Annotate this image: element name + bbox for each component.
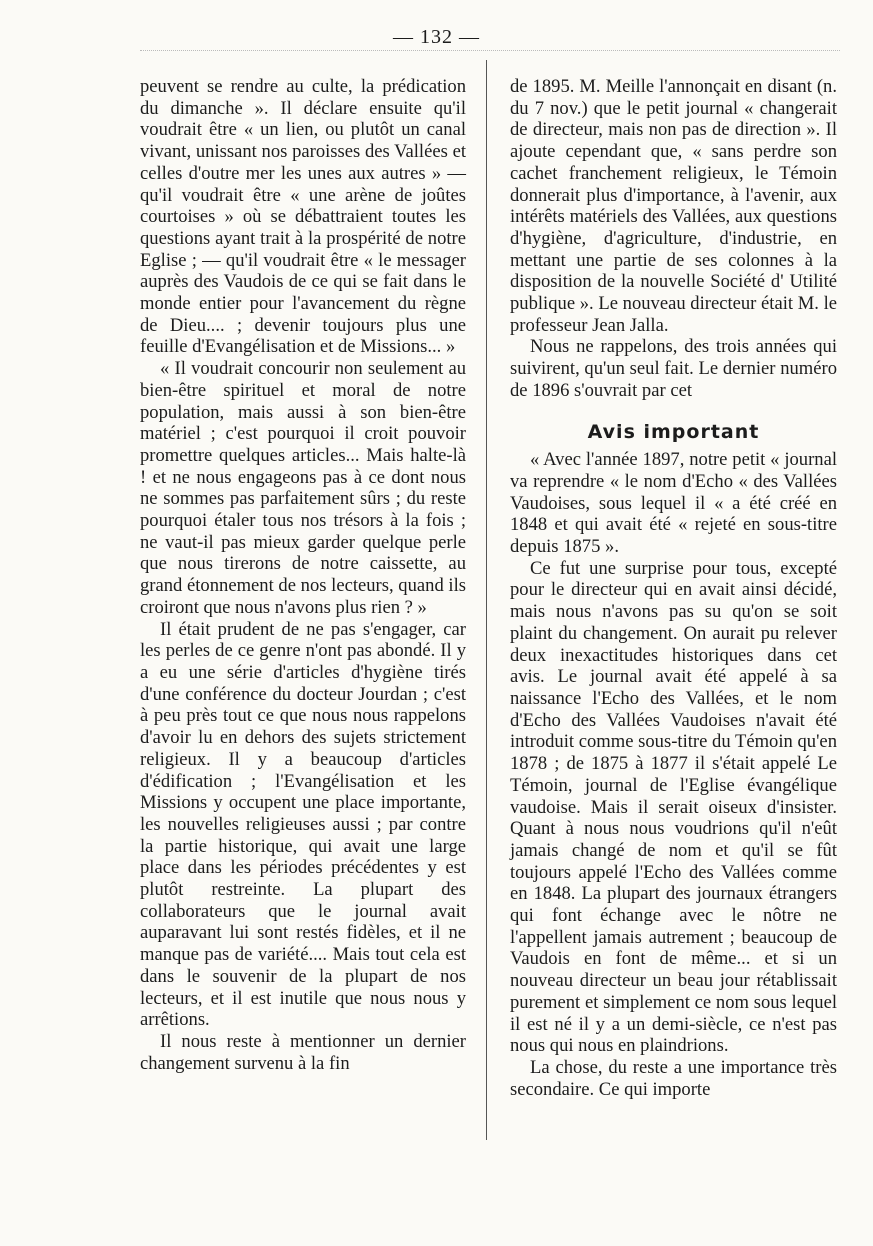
page-number: — 132 —: [393, 26, 480, 48]
paragraph: La chose, du reste a une importance très secondaire. Ce qui importe: [510, 1056, 837, 1100]
paragraph: Il nous reste à mentionner un dernier changement survenu à la fin: [140, 1030, 466, 1074]
right-column: [510, 76, 837, 1100]
paragraph: peuvent se rendre au culte, la prédication du dimanche ». Il déclare ensuite qu'il voudrait être « un lien, ou plutôt un canal vivant, unissant nos paroisses des Vallées et celles d'outre mer les unes aux autres » — qu'il voudrait être « une arène de joûtes courtoises » où se débattraient toutes les questions ayant trait à la prospérité de notre Eglise ; — qu'il voudrait être « le messager auprès des Vaudois de ce qui se fait dans le monde entier pour l'avancement du règne de Dieu.... ; devenir toujours plus une feuille d'Evangélisation et de Missions... »: [140, 76, 466, 358]
paragraph: Il était prudent de ne pas s'engager, car les perles de ce genre n'ont pas abondé. Il y a eu une série d'articles d'hygiène tirés d'une conférence du docteur Jourdan ; c'est à peu près tout ce que nous nous rappelons d'avoir lu en dehors des sujets strictement religieux. Il y a beaucoup d'articles d'édification ; l'Evangélisation et les Missions y occupent une place importante, les nouvelles religieuses aussi ; par contre la partie historique, qui avait une large place dans les périodes précédentes y est plutôt restreinte. La plupart des collaborateurs que le journal avait auparavant lui sont restés fidèles, et il ne manque pas de variété.... Mais tout cela est dans le souvenir de la plupart de nos lecteurs, et il est inutile que nous nous y arrêtions.: [140, 618, 466, 1031]
paragraph: « Avec l'année 1897, notre petit « journal va reprendre « le nom d'Echo « des Vallées Vaudoises, sous lequel il « a été créé en 1848 et qui avait été « rejeté en sous-titre depuis 1875 ».: [510, 449, 837, 558]
paragraph: « Il voudrait concourir non seulement au bien-être spirituel et moral de notre population, mais aussi à son bien-être matériel ; c'est pourquoi il croit pouvoir promettre quelques articles... Mais halte-là ! et ne nous engageons pas à ce dont nous ne sommes pas parfaitement sûrs ; du reste pourquoi étaler tous nos trésors à la fois ; ne vaut-il pas mieux garder quelque perle que nous tirerons de notre caissette, au grand étonnement de nos lecteurs, quand ils croiront que nous n'avons plus rien ? »: [140, 358, 466, 618]
paragraph: de 1895. M. Meille l'annonçait en disant (n. du 7 nov.) que le petit journal « changerait de directeur, mais non pas de direction ». Il ajoute cependant que, « sans perdre son cachet franchement religieux, le Témoin donnerait plus d'importance, à l'avenir, aux intérêts matériels des Vallées, aux questions d'hygiène, d'agriculture, d'industrie, en mettant une partie de ses colonnes à la disposition de la nouvelle Société d' Utilité publique ». Le nouveau directeur était M. le professeur Jean Jalla.: [510, 76, 837, 336]
paragraph: Nous ne rappelons, des trois années qui suivirent, qu'un seul fait. Le dernier numéro de 1896 s'ouvrait par cet: [510, 336, 837, 401]
column-divider: [486, 60, 487, 1140]
paragraph: Ce fut une surprise pour tous, excepté pour le directeur qui en avait ainsi décidé, mais nous n'avons pas su qu'on se soit plaint du changement. On aurait pu relever deux inexactitudes historiques dans cet avis. Le journal avait été appelé à sa naissance l'Echo des Vallées, et le nom d'Echo des Vallées Vaudoises n'avait été introduit comme sous-titre du Témoin qu'en 1878 ; de 1875 à 1877 il s'était appelé Le Témoin, journal de l'Eglise évangélique vaudoise. Mais il serait oiseux d'insister. Quant à nous nous voudrions qu'il n'eût jamais changé de nom et qu'il se fût toujours appelé l'Echo des Vallées comme en 1848. La plupart des journaux étrangers qui font échange avec le nôtre ne l'appellent jamais autrement ; beaucoup de Vaudois en font de même... et si un nouveau directeur un beau jour rétablissait purement et simplement ce nom sous lequel il est né il y a un demi-siècle, ce n'est pas nous qui nous en plaindrions.: [510, 557, 837, 1057]
left-column: [140, 76, 466, 1074]
header-rule: [140, 50, 840, 52]
section-heading: Avis important: [587, 420, 760, 443]
